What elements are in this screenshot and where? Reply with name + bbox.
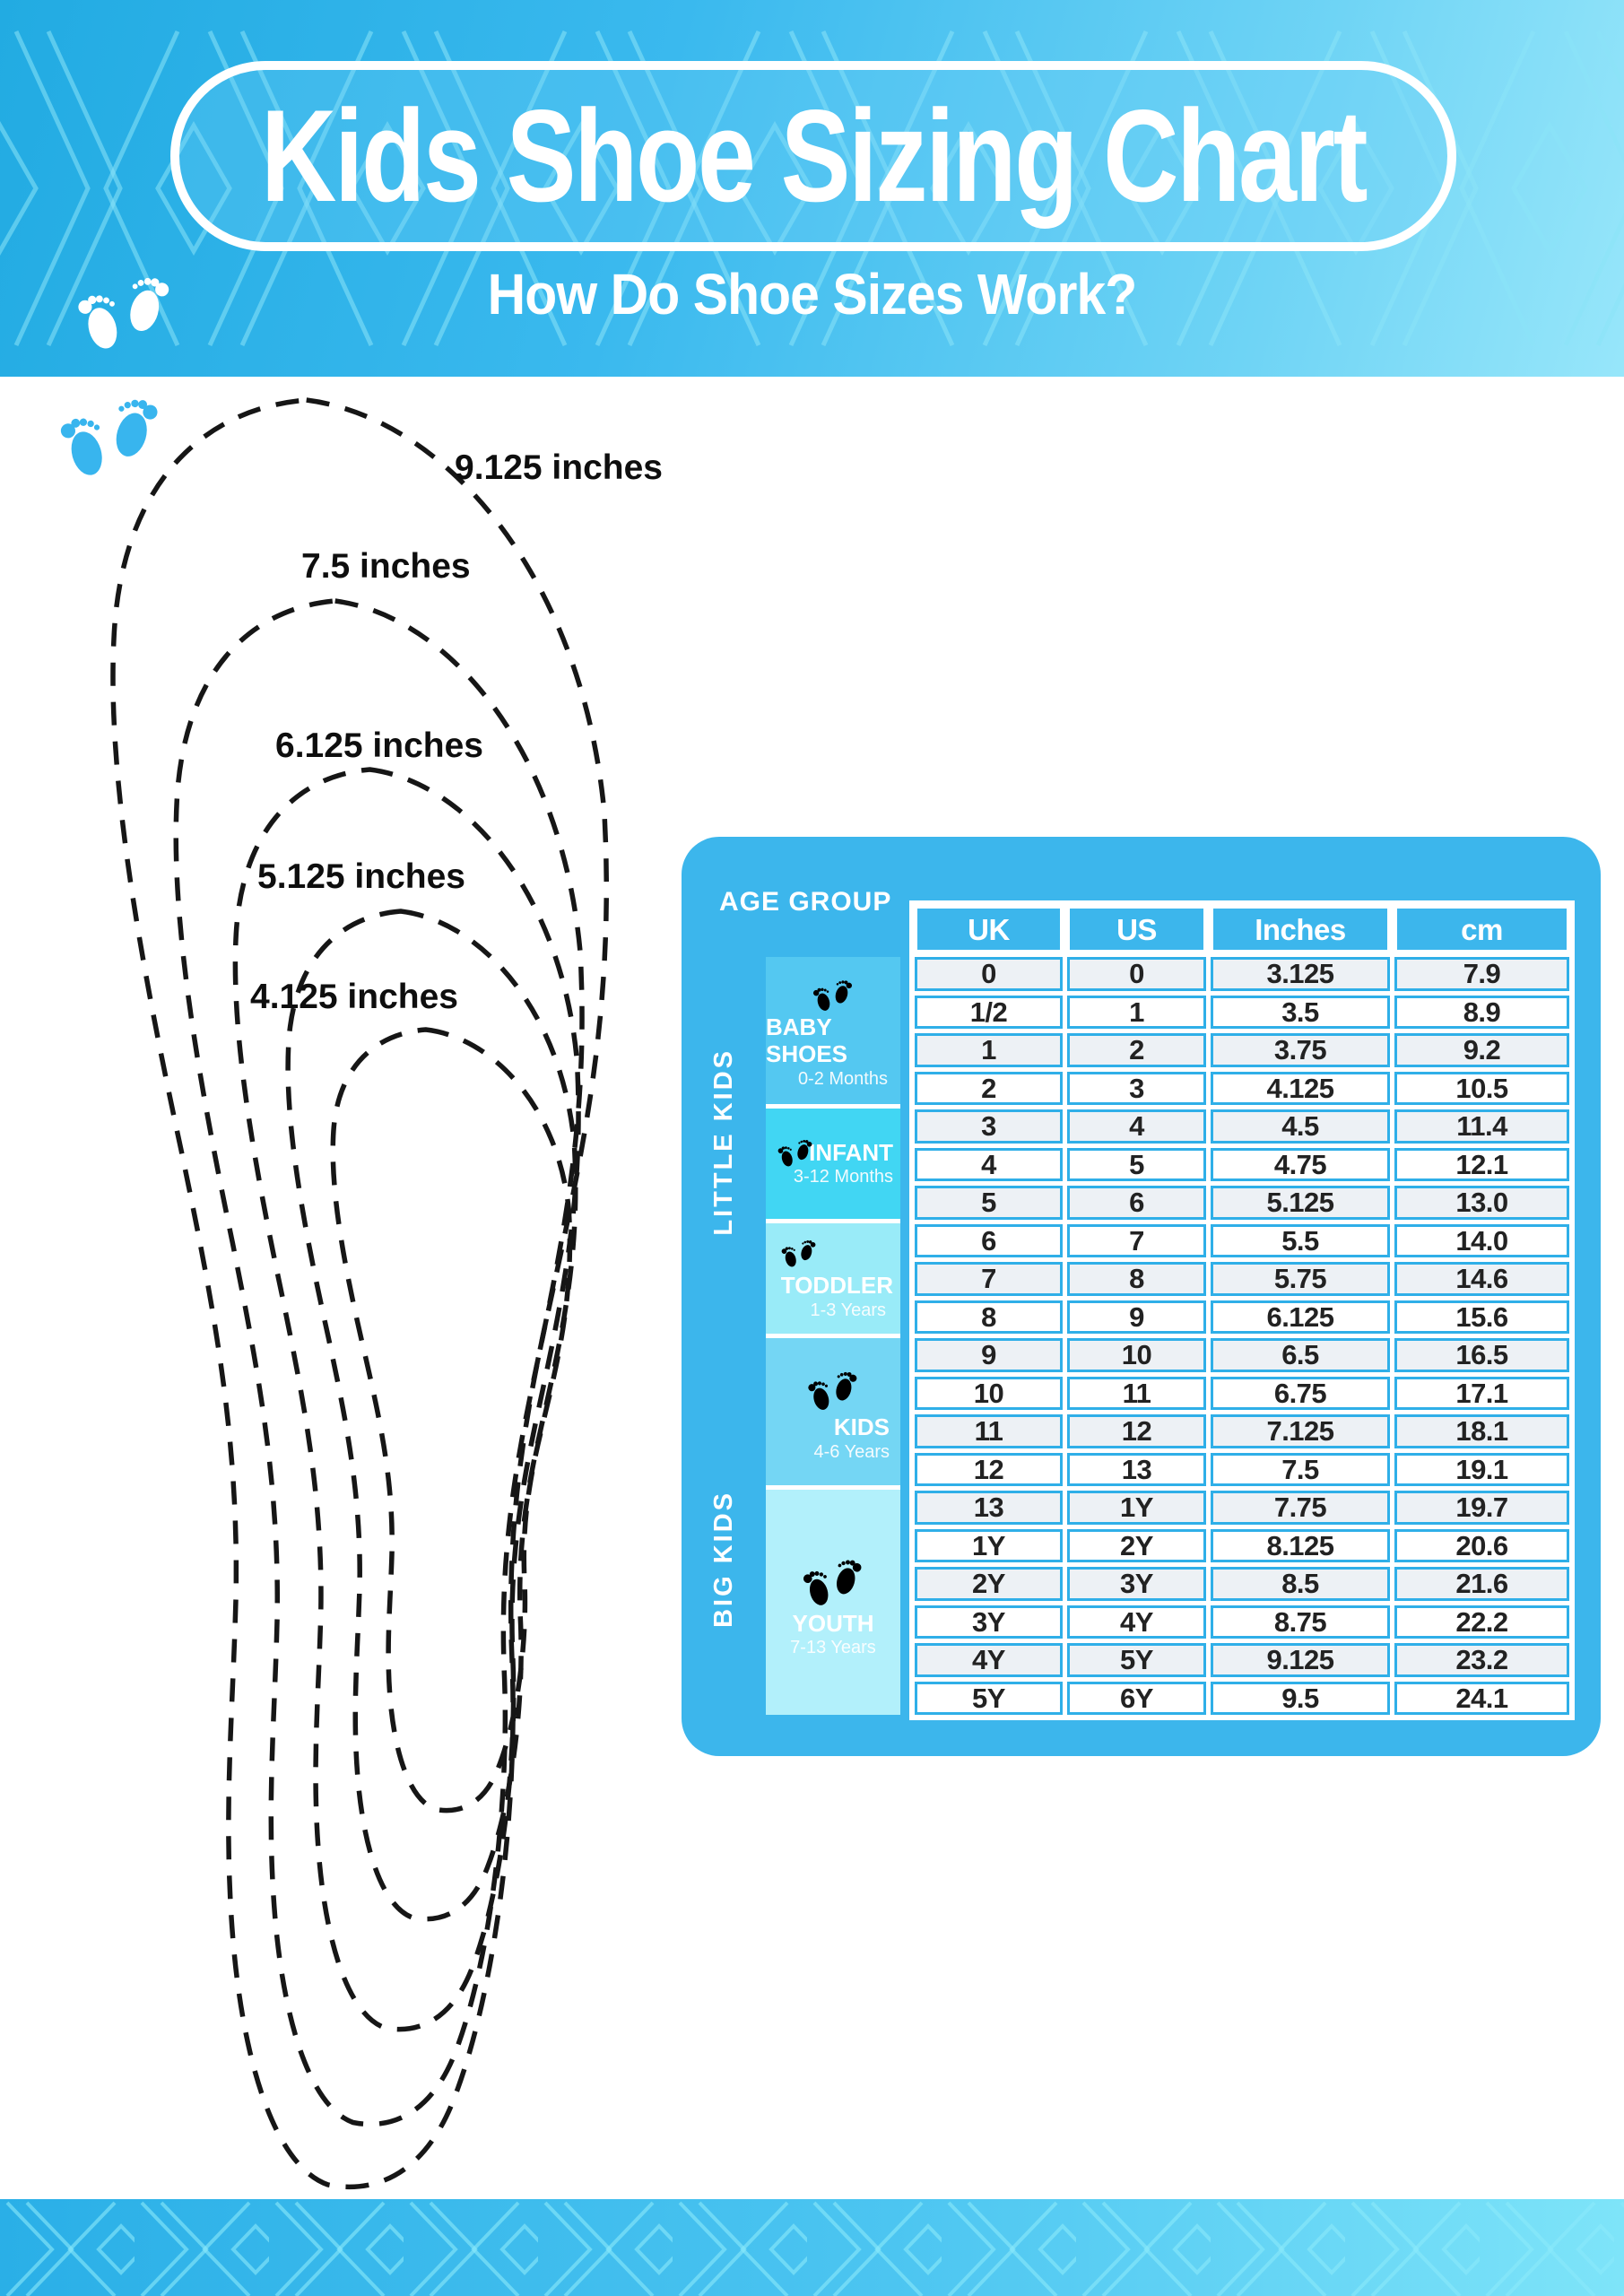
foot-outline-6-125 [204, 762, 595, 2041]
age-block-name: KIDS [833, 1413, 890, 1441]
age-block-youth [766, 1490, 900, 1715]
size-cell: 4Y [1067, 1605, 1206, 1639]
age-block-name: YOUTH [792, 1609, 874, 1637]
size-cell: 6.75 [1211, 1377, 1390, 1411]
size-cell: 4Y [915, 1643, 1063, 1677]
size-cell: 6Y [1067, 1682, 1206, 1716]
age-block-range: 7-13 Years [790, 1638, 876, 1658]
size-cell: 5Y [1067, 1643, 1206, 1677]
size-cell: 7.75 [1211, 1491, 1390, 1525]
size-cell: 6.5 [1211, 1338, 1390, 1372]
side-label-big-kids [682, 1393, 766, 1725]
age-block-name: BABY SHOES [766, 1013, 848, 1067]
size-cell: 8.9 [1394, 996, 1569, 1030]
age-block-range: 3-12 Months [793, 1167, 893, 1187]
size-cell: 3 [1067, 1072, 1206, 1106]
banner-pattern [0, 2199, 1624, 2296]
size-cell: 9.5 [1211, 1682, 1390, 1716]
size-cell: 7.125 [1211, 1414, 1390, 1448]
size-cell: 3.5 [1211, 996, 1390, 1030]
size-cell: 7.5 [1211, 1453, 1390, 1487]
size-cell: 10 [915, 1377, 1063, 1411]
age-group-blocks [766, 957, 900, 1715]
age-group-header: AGE GROUP [719, 887, 892, 917]
size-cell: 19.7 [1394, 1491, 1569, 1525]
size-cell: 7 [1067, 1224, 1206, 1258]
size-cell: 4.125 [1211, 1072, 1390, 1106]
foot-outline-9-125 [72, 393, 628, 2201]
size-cell: 1Y [915, 1529, 1063, 1563]
size-cell: 12 [915, 1453, 1063, 1487]
title-pill [170, 61, 1456, 251]
size-cell: 5.75 [1211, 1262, 1390, 1296]
header-banner [0, 0, 1624, 377]
page-subtitle: How Do Shoe Sizes Work? [487, 262, 1137, 326]
size-cell: 14.0 [1394, 1224, 1569, 1258]
size-cell: 8 [1067, 1262, 1206, 1296]
foot-outline-label: 5.125 inches [257, 857, 465, 896]
size-cell: 14.6 [1394, 1262, 1569, 1296]
size-cell: 5Y [915, 1682, 1063, 1716]
size-cell: 20.6 [1394, 1529, 1569, 1563]
size-cell: 18.1 [1394, 1414, 1569, 1448]
foot-outline-label: 7.5 inches [301, 547, 471, 586]
size-cell: 11 [1067, 1377, 1206, 1411]
column-header-inches: Inches [1211, 906, 1390, 952]
size-chart-panel [682, 837, 1601, 1756]
size-cell: 7.9 [1394, 957, 1569, 991]
size-cell: 2Y [915, 1567, 1063, 1601]
age-block-kids [766, 1338, 900, 1485]
size-cell: 15.6 [1394, 1300, 1569, 1335]
size-cell: 3 [915, 1109, 1063, 1144]
size-cell: 1Y [1067, 1491, 1206, 1525]
foot-outline-4-125 [309, 1022, 584, 1821]
age-block-infant [766, 1109, 900, 1219]
footprints-icon [798, 1546, 868, 1611]
size-cell: 4.5 [1211, 1109, 1390, 1144]
footprints-icon [778, 1232, 820, 1270]
size-cell: 5 [1067, 1148, 1206, 1182]
age-block-range: 4-6 Years [813, 1441, 890, 1462]
size-cell: 1/2 [915, 996, 1063, 1030]
column-header-us: US [1067, 906, 1206, 952]
size-cell: 2Y [1067, 1529, 1206, 1563]
size-cell: 4 [915, 1148, 1063, 1182]
size-cell: 2 [1067, 1033, 1206, 1067]
age-block-name: INFANT [809, 1138, 893, 1166]
size-cell: 9.125 [1211, 1643, 1390, 1677]
size-cell: 3Y [915, 1605, 1063, 1639]
size-cell: 0 [915, 957, 1063, 991]
size-cell: 10 [1067, 1338, 1206, 1372]
size-cell: 3.75 [1211, 1033, 1390, 1067]
age-block-toddler [766, 1223, 900, 1334]
size-cell: 8.5 [1211, 1567, 1390, 1601]
age-block-baby-shoes [766, 957, 900, 1104]
footer-banner [0, 2199, 1624, 2296]
size-cell: 12 [1067, 1414, 1206, 1448]
size-cell: 3Y [1067, 1567, 1206, 1601]
footprints-icon [803, 1361, 863, 1414]
size-table [909, 900, 1575, 1720]
size-cell: 21.6 [1394, 1567, 1569, 1601]
size-cell: 13 [915, 1491, 1063, 1525]
size-cell: 6.125 [1211, 1300, 1390, 1335]
size-cell: 12.1 [1394, 1148, 1569, 1182]
size-cell: 17.1 [1394, 1377, 1569, 1411]
age-block-range: 1-3 Years [810, 1300, 886, 1320]
size-cell: 5.125 [1211, 1186, 1390, 1220]
size-cell: 11.4 [1394, 1109, 1569, 1144]
foot-outline-label: 4.125 inches [250, 978, 458, 1016]
age-block-name: TODDLER [780, 1272, 893, 1300]
size-cell: 6 [915, 1224, 1063, 1258]
size-cell: 23.2 [1394, 1643, 1569, 1677]
size-cell: 7 [915, 1262, 1063, 1296]
footprints-icon [70, 257, 179, 357]
page-title: Kids Shoe Sizing Chart [260, 83, 1367, 229]
size-cell: 4.75 [1211, 1148, 1390, 1182]
size-cell: 13.0 [1394, 1186, 1569, 1220]
foot-outline-7-5 [141, 594, 601, 2137]
side-label-text: BIG KIDS [708, 1490, 738, 1628]
side-label-text: LITTLE KIDS [708, 1048, 738, 1236]
footprints-icon [810, 971, 856, 1014]
size-cell: 8.75 [1211, 1605, 1390, 1639]
size-cell: 9 [915, 1338, 1063, 1372]
size-cell: 16.5 [1394, 1338, 1569, 1372]
foot-outline-label: 9.125 inches [455, 448, 663, 487]
foot-outline-label: 6.125 inches [275, 726, 483, 765]
size-cell: 8.125 [1211, 1529, 1390, 1563]
size-cell: 0 [1067, 957, 1206, 991]
size-cell: 3.125 [1211, 957, 1390, 991]
size-cell: 1 [915, 1033, 1063, 1067]
age-block-range: 0-2 Months [797, 1068, 888, 1089]
size-cell: 9.2 [1394, 1033, 1569, 1067]
size-cell: 19.1 [1394, 1453, 1569, 1487]
size-cell: 6 [1067, 1186, 1206, 1220]
size-cell: 5 [915, 1186, 1063, 1220]
column-header-cm: cm [1394, 906, 1569, 952]
size-cell: 1 [1067, 996, 1206, 1030]
size-cell: 24.1 [1394, 1682, 1569, 1716]
size-cell: 9 [1067, 1300, 1206, 1335]
column-header-uk: UK [915, 906, 1063, 952]
size-cell: 22.2 [1394, 1605, 1569, 1639]
size-cell: 11 [915, 1414, 1063, 1448]
size-cell: 10.5 [1394, 1072, 1569, 1106]
size-cell: 5.5 [1211, 1224, 1390, 1258]
size-cell: 2 [915, 1072, 1063, 1106]
size-cell: 4 [1067, 1109, 1206, 1144]
footprints-icon [52, 377, 169, 484]
foot-outline-5-125 [261, 904, 591, 1930]
side-label-little-kids [682, 962, 766, 1321]
size-cell: 8 [915, 1300, 1063, 1335]
footprints-icon [775, 1132, 816, 1170]
size-cell: 13 [1067, 1453, 1206, 1487]
